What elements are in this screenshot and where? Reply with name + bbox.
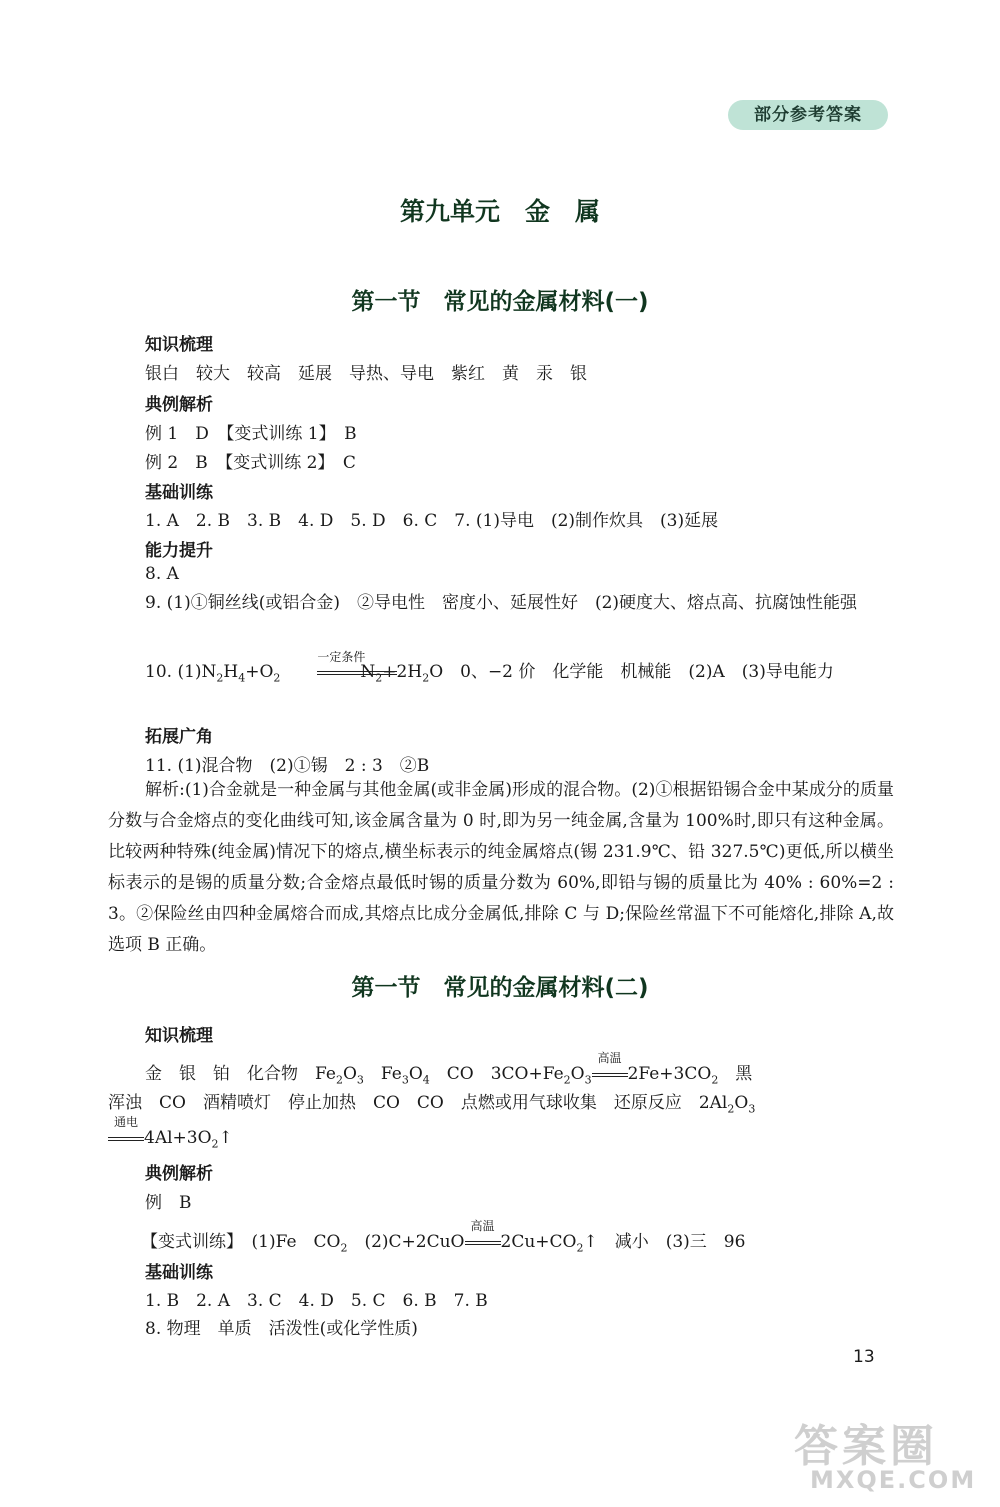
answer-line: 浑浊 CO 酒精喷灯 停止加热 CO CO 点燃或用气球收集 还原反应 $2Al_2O_3$ <box>108 1093 756 1116</box>
answer-line: 通电 $4Al+3O_2↑$ <box>108 1128 233 1150</box>
heading-knowledge-1: 知识梳理 <box>145 335 213 355</box>
answer-line: 1. B 2. A 3. C 4. D 5. C 6. B 7. B <box>145 1291 488 1311</box>
section-badge: 部分参考答案 <box>728 100 888 130</box>
analysis-paragraph: 解析:(1)合金就是一种金属与其他金属(或非金属)形成的混合物。(2)①根据铅锡合金中某成分的质量分数与合金熔点的变化曲线可知,该金属含量为 0 时,即为另一纯金属,含量为 100%时,即只有这种金属。比较两种特殊(纯金属)情况下的熔点,横坐标表示的纯金属熔点(锡 231.9℃、铅 327.5℃)更低,所以横坐标表示的是锡的质量分数;合金熔点最低时锡的质量分数为 60%,即铅与锡的质量比为 40% : 60%=2 : 3。②保险丝由四种金属熔合而成,其熔点比成分金属低,排除 C 与 D;保险丝常温下不可能熔化,排除 A,故选项 B 正确。 <box>108 780 894 955</box>
reaction-condition: 一定条件 <box>280 657 360 688</box>
heading-extension-1: 拓展广角 <box>145 727 213 747</box>
answer-line: 11. (1)混合物 (2)①锡 2 : 3 ②B <box>145 756 430 776</box>
answer-line: 金 银 铂 化合物 $Fe_2O_3$ $Fe_3O_4$ CO $3CO+Fe_2O_3$ 高温 $2Fe+3CO_2$ 黑 <box>145 1051 753 1087</box>
section-title-1: 第一节 常见的金属材料(一) <box>351 289 649 315</box>
reaction-condition: 高温 <box>465 1232 501 1252</box>
answer-line: 例 B <box>145 1193 192 1213</box>
page-number: 13 <box>853 1347 875 1367</box>
answer-line: 例 1 D 【变式训练 1】 B <box>145 424 357 444</box>
answer-line: 例 2 B 【变式训练 2】 C <box>145 453 356 473</box>
heading-basic-2: 基础训练 <box>145 1263 213 1283</box>
reaction-condition: 高温 <box>592 1064 628 1084</box>
answer-line: 1. A 2. B 3. B 4. D 5. D 6. C 7. (1)导电 (2)制作炊具 (3)延展 <box>145 511 719 531</box>
answer-line: 8. A <box>145 564 179 584</box>
heading-examples-2: 典例解析 <box>145 1164 213 1184</box>
answer-paragraph-10: 10. $(1)N_2H_4+O_2$ 一定条件 $N_2+2H_2O$ 0、−2 价 化学能 机械能 (2)A (3)导电能力 <box>108 657 894 693</box>
unit-title: 第九单元 金 属 <box>399 197 600 226</box>
heading-knowledge-2: 知识梳理 <box>145 1026 213 1046</box>
answer-line: 银白 较大 较高 延展 导热、导电 紫红 黄 汞 银 <box>145 364 587 384</box>
heading-basic-1: 基础训练 <box>145 483 213 503</box>
answer-line: 【变式训练】 (1)Fe $CO_2$ (2)C+2CuO 高温 $2Cu+CO_2↑$ 减小 (3)三 96 <box>141 1219 746 1255</box>
heading-ability-1: 能力提升 <box>145 541 213 561</box>
watermark-logo: 答案圈 MXQE.COM <box>794 1421 977 1494</box>
section-title-2: 第一节 常见的金属材料(二) <box>351 975 649 1001</box>
heading-examples-1: 典例解析 <box>145 395 213 415</box>
answer-line: 8. 物理 单质 活泼性(或化学性质) <box>145 1319 418 1339</box>
reaction-condition: 通电 <box>108 1128 144 1148</box>
answer-paragraph-9: 9. (1)①铜丝线(或铝合金) ②导电性 密度小、延展性好 (2)硬度大、熔点高、抗腐蚀性能强 <box>145 593 858 613</box>
